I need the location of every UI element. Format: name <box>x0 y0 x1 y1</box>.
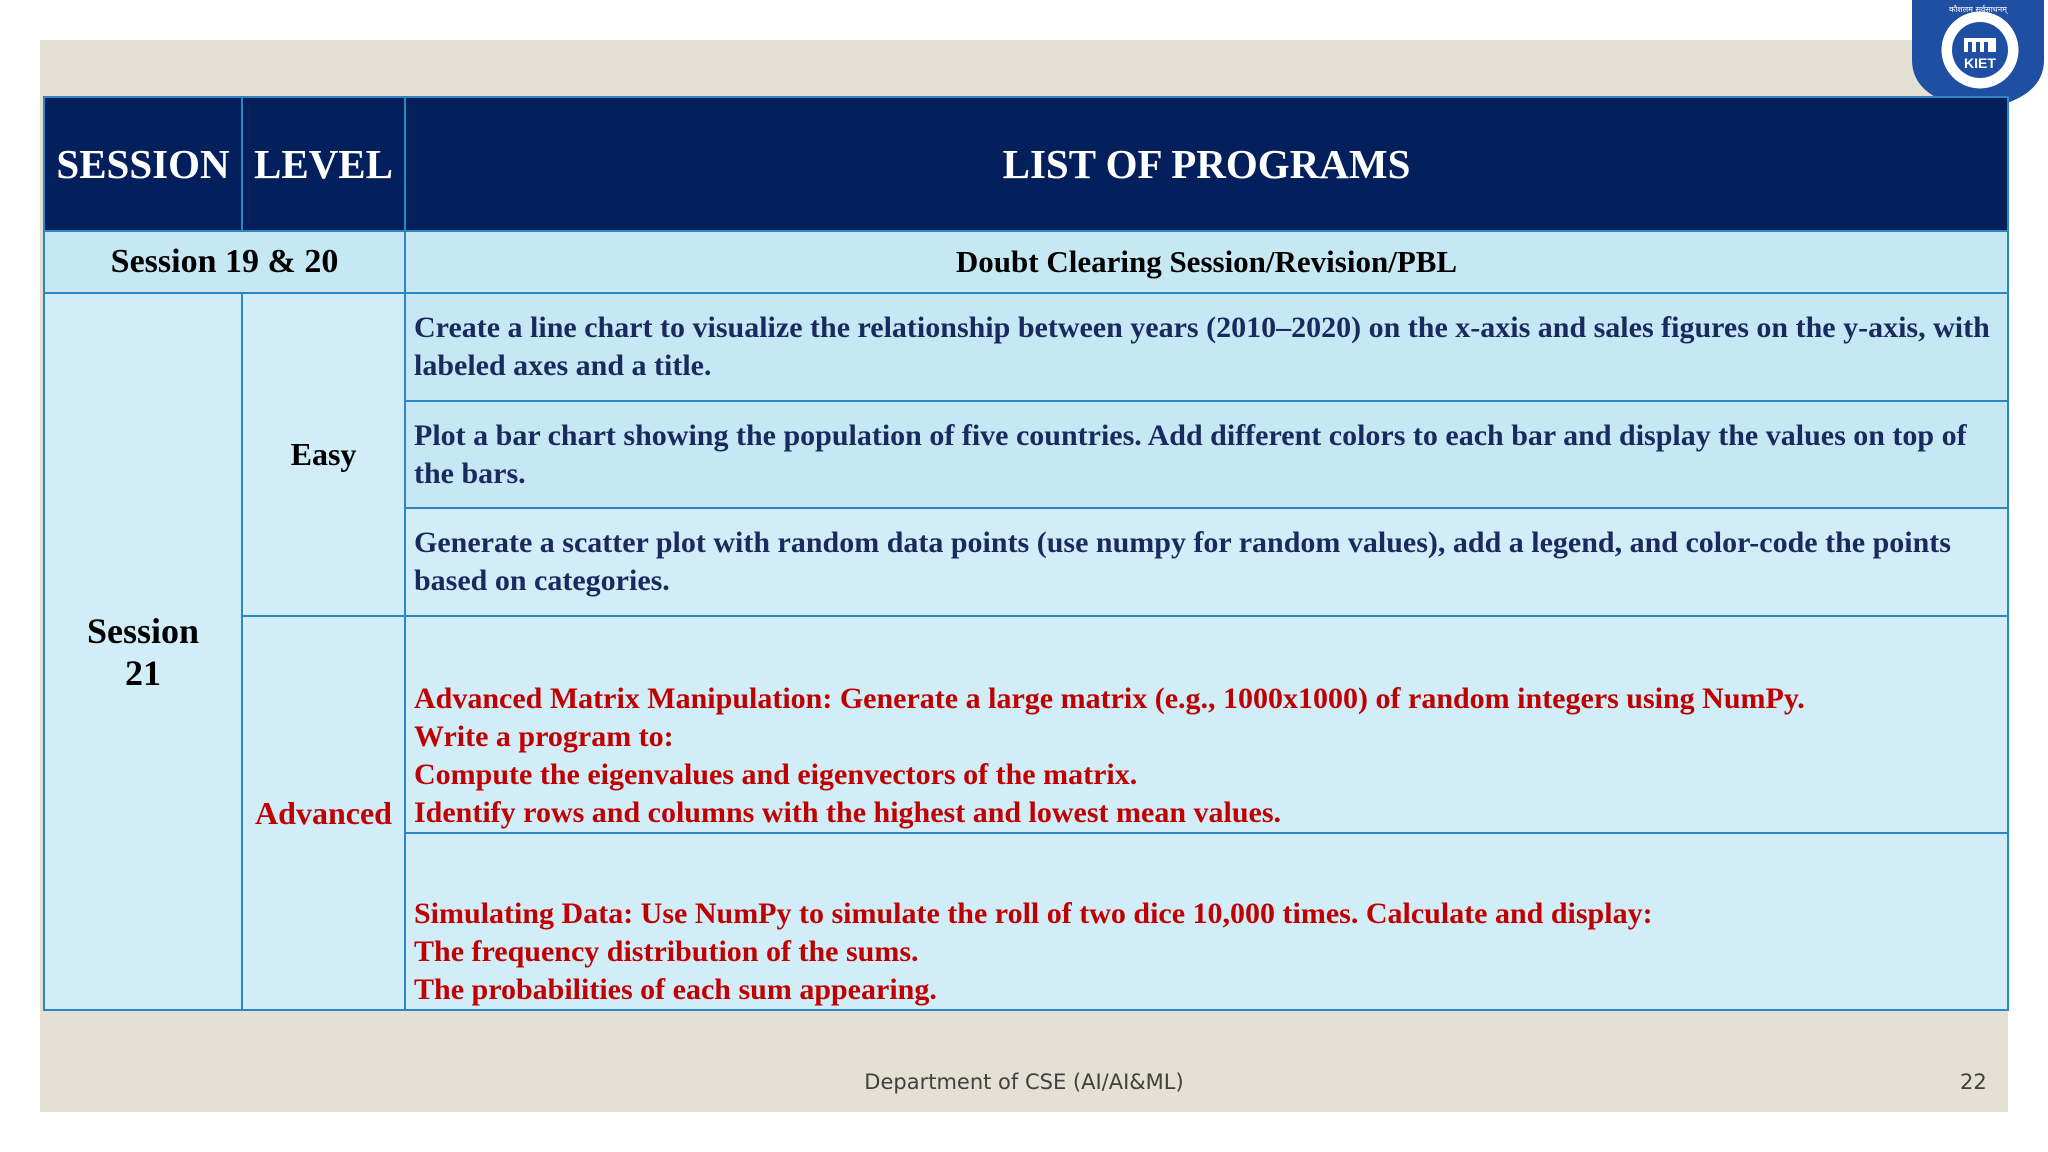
session-21-cell <box>44 293 242 1010</box>
advanced-program-2 <box>405 833 2008 1010</box>
session-21-label: Session <box>86 610 200 651</box>
header-session: SESSION <box>44 97 242 231</box>
easy-program-3: Generate a scatter plot with random data points (use numpy for random values), add a legend, and color-code the points based on categories. <box>405 508 2008 616</box>
level-easy: Easy <box>242 293 405 616</box>
table-row <box>44 616 2008 833</box>
level-advanced-label: Advanced <box>255 795 392 831</box>
advanced-program-1-line: Identify rows and columns with the highest and lowest mean values. <box>414 796 1282 830</box>
table-row <box>44 293 2008 401</box>
easy-program-1: Create a line chart to visualize the relationship between years (2010–2020) on the x-axis and sales figures on the y-axis, with labeled axes and a title. <box>405 293 2008 401</box>
svg-text:कौशलम् सर्वसाधनम्: कौशलम् सर्वसाधनम् <box>1949 5 2007 14</box>
kiet-logo <box>1908 0 2048 110</box>
session-21-number: 21 <box>125 652 161 693</box>
advanced-program-2-line: The probabilities of each sum appearing. <box>414 973 937 1006</box>
advanced-program-1-line: Compute the eigenvalues and eigenvectors of the matrix. <box>414 758 1138 792</box>
svg-text:KIET: KIET <box>1964 55 1996 71</box>
header-list-of-programs: LIST OF PROGRAMS <box>405 97 2008 231</box>
session-19-20-program: Doubt Clearing Session/Revision/PBL <box>405 231 2008 293</box>
advanced-program-1-line: Advanced Matrix Manipulation: Generate a large matrix (e.g., 1000x1000) of random integers using NumPy. <box>414 682 1805 716</box>
advanced-program-2-line: Simulating Data: Use NumPy to simulate the roll of two dice 10,000 times. Calculate and display: <box>414 897 1653 930</box>
kiet-logo-icon <box>1908 0 2048 110</box>
table-header-row <box>44 97 2008 231</box>
easy-program-2: Plot a bar chart showing the population of five countries. Add different colors to each bar and display the values on top of the bars. <box>405 401 2008 508</box>
advanced-program-1 <box>405 616 2008 833</box>
header-level: LEVEL <box>242 97 405 231</box>
advanced-program-1-line: Write a program to: <box>414 720 674 754</box>
page-number: 22 <box>1960 1070 1987 1094</box>
advanced-program-2-line: The frequency distribution of the sums. <box>414 935 919 968</box>
level-advanced <box>242 616 405 1010</box>
programs-table <box>43 96 2009 1011</box>
table-row <box>44 231 2008 293</box>
footer-department: Department of CSE (AI/AI&ML) <box>864 1070 1184 1094</box>
session-19-20-cell: Session 19 & 20 <box>44 231 405 293</box>
